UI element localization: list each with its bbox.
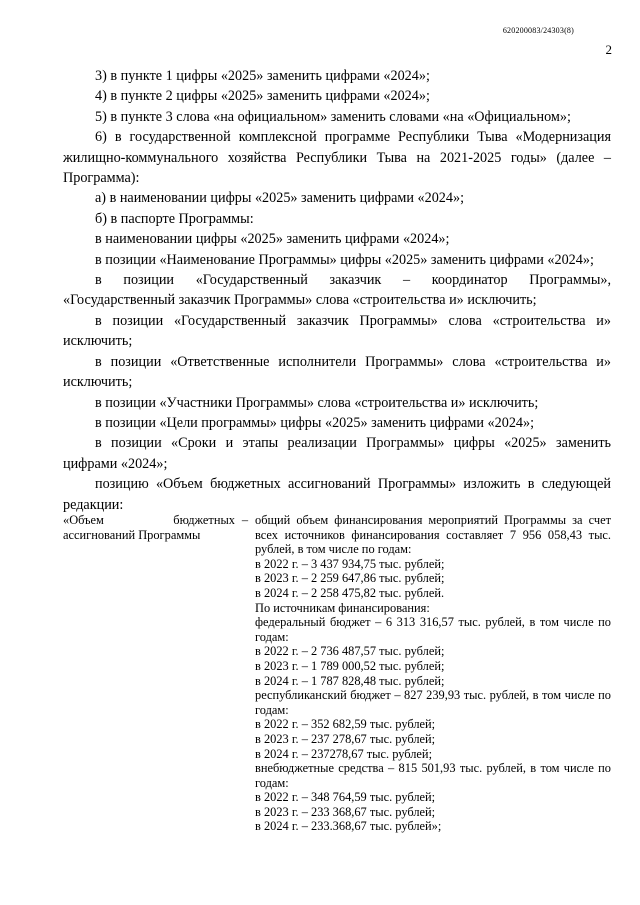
paragraph: в позиции «Цели программы» цифры «2025» заменить цифрами «2024»; xyxy=(95,414,535,431)
document-id: 620200083/24303(8) xyxy=(502,26,574,35)
paragraph: 6) в государственной комплексной программе Республики Тыва «Модернизация жилищно-коммунального хозяйства Республики Тыва на 2021-2025 годы» (далее – Программа): xyxy=(63,129,611,187)
paragraph: в позиции «Наименование Программы» цифры «2025» заменить цифрами «2024»; xyxy=(95,251,594,268)
paragraph: б) в паспорте Программы: xyxy=(95,210,254,227)
paragraph: а) в наименовании цифры «2025» заменить цифрами «2024»; xyxy=(95,190,465,207)
passport-line: в 2024 г. – 237278,67 тыс. рублей; xyxy=(255,746,433,761)
passport-dash: – xyxy=(241,513,249,527)
passport-line: По источникам финансирования: xyxy=(255,600,430,615)
passport-line: федеральный бюджет – 6 313 316,57 тыс. рублей, в том числе по годам: xyxy=(255,615,611,644)
paragraph: 3) в пункте 1 цифры «2025» заменить цифрами «2024»; xyxy=(95,68,430,84)
paragraph: 5) в пункте 3 слова «на официальном» заменить словами «на «Официальном»; xyxy=(95,108,571,125)
paragraph: 4) в пункте 2 цифры «2025» заменить цифрами «2024»; xyxy=(95,88,430,105)
passport-label: «Объем бюджетных ассигнований Программы xyxy=(63,513,235,542)
passport-line: внебюджетные средства – 815 501,93 тыс. рублей, в том числе по годам: xyxy=(255,761,611,790)
passport-line: в 2023 г. – 237 278,67 тыс. рублей; xyxy=(255,731,436,746)
paragraph: в позиции «Участники Программы» слова «строительства и» исключить; xyxy=(95,394,539,411)
document-body xyxy=(63,66,611,515)
passport-line: в 2023 г. – 1 789 000,52 тыс. рублей; xyxy=(255,658,445,673)
passport-line: в 2022 г. – 348 764,59 тыс. рублей; xyxy=(255,790,436,805)
paragraph: в позиции «Сроки и этапы реализации Программы» цифры «2025» заменить цифрами «2024»; xyxy=(63,435,611,472)
paragraph: позицию «Объем бюджетных ассигнований Программы» изложить в следующей редакции: xyxy=(63,476,611,513)
page-number: 2 xyxy=(605,42,612,57)
paragraph: в позиции «Государственный заказчик – координатор Программы», «Государственный заказчик Программы» слова «строительства и» исключить; xyxy=(63,272,611,309)
passport-line: общий объем финансирования мероприятий Программы за счет всех источников финансирования составляет 7 956 058,43 тыс. рублей, в том числе по годам: xyxy=(255,513,611,557)
paragraph: в позиции «Ответственные исполнители Программы» слова «строительства и» исключить; xyxy=(63,353,611,391)
passport-value xyxy=(255,513,611,834)
passport-table xyxy=(63,513,611,834)
passport-line: в 2023 г. – 2 259 647,86 тыс. рублей; xyxy=(255,571,445,586)
passport-line: в 2022 г. – 352 682,59 тыс. рублей; xyxy=(255,717,436,732)
passport-line: в 2022 г. – 3 437 934,75 тыс. рублей; xyxy=(255,556,445,571)
passport-line: в 2024 г. – 233.368,67 тыс. рублей»; xyxy=(255,819,442,834)
passport-line: республиканский бюджет – 827 239,93 тыс. рублей, в том числе по годам: xyxy=(255,688,611,717)
passport-line: в 2022 г. – 2 736 487,57 тыс. рублей; xyxy=(255,644,445,659)
passport-line: в 2023 г. – 233 368,67 тыс. рублей; xyxy=(255,804,436,819)
passport-line: в 2024 г. – 2 258 475,82 тыс. рублей. xyxy=(255,585,445,600)
paragraph: в наименовании цифры «2025» заменить цифрами «2024»; xyxy=(95,231,450,248)
passport-line: в 2024 г. – 1 787 828,48 тыс. рублей; xyxy=(255,673,445,688)
paragraph: в позиции «Государственный заказчик Программы» слова «строительства и» исключить; xyxy=(63,312,611,350)
